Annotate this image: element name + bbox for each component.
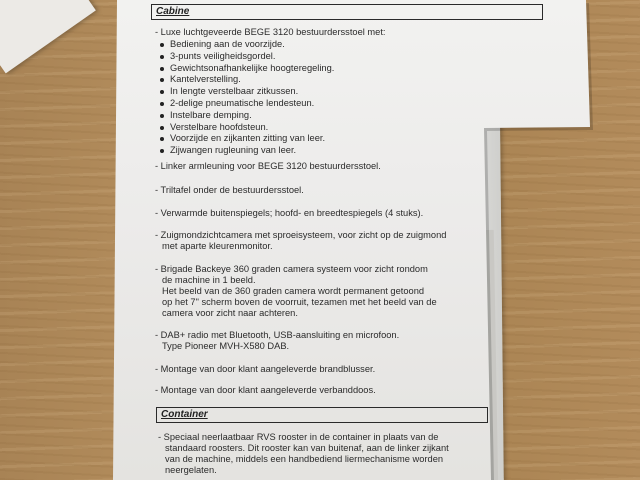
seat-features-list bbox=[160, 39, 334, 157]
paragraph-line: - Speciaal neerlaatbaar RVS rooster in de container in plaats van de bbox=[158, 432, 439, 442]
list-item: Zijwangen rugleuning van leer. bbox=[160, 145, 334, 157]
list-item: Bediening aan de voorzijde. bbox=[160, 39, 334, 51]
camera-paragraph bbox=[155, 230, 446, 252]
paragraph-line: - Brigade Backeye 360 graden camera systeem voor zicht rondom bbox=[155, 264, 428, 274]
paragraph-line: de machine in 1 beeld. bbox=[162, 274, 256, 285]
paragraph-line: - DAB+ radio met Bluetooth, USB-aansluiting en microfoon. bbox=[155, 330, 400, 340]
list-item: Verstelbare hoofdsteun. bbox=[160, 122, 334, 134]
verbanddoos-paragraph: - Montage van door klant aangeleverde verbanddoos. bbox=[155, 385, 376, 395]
paragraph-line: standaard roosters. Dit rooster kan van buitenaf, aan de linker zijkant bbox=[165, 442, 449, 453]
list-item: Gewichtsonafhankelijke hoogteregeling. bbox=[160, 63, 334, 75]
radio-paragraph bbox=[155, 330, 399, 352]
paragraph-line: - Zuigmondzichtcamera met sproeisysteem, voor zicht op de zuigmond bbox=[155, 230, 447, 240]
paragraph-line: camera voor zicht naar achteren. bbox=[162, 307, 298, 318]
list-item: Instelbare demping. bbox=[160, 110, 334, 122]
list-item: Voorzijde en zijkanten zitting van leer. bbox=[160, 133, 334, 145]
paragraph-line: neergelaten. bbox=[165, 464, 217, 475]
paragraph-line: op het 7" scherm boven de voorruit, tezamen met het beeld van de bbox=[162, 296, 437, 307]
paragraph-line: met aparte kleurenmonitor. bbox=[162, 240, 273, 251]
list-item: In lengte verstelbaar zitkussen. bbox=[160, 86, 334, 98]
paragraph-line: Het beeld van de 360 graden camera wordt permanent getoond bbox=[162, 285, 425, 296]
list-item: 3-punts veiligheidsgordel. bbox=[160, 51, 334, 63]
list-item: Kantelverstelling. bbox=[160, 74, 334, 86]
rooster-paragraph bbox=[158, 432, 449, 476]
spiegels-paragraph: - Verwarmde buitenspiegels; hoofd- en breedtespiegels (4 stuks). bbox=[155, 208, 424, 218]
section-header-container: Container bbox=[156, 407, 488, 423]
list-item: 2-delige pneumatische lendesteun. bbox=[160, 98, 334, 110]
paragraph-line: van de machine, middels een handbediend liermechanisme worden bbox=[165, 453, 444, 464]
cabine-intro: - Luxe luchtgeveerde BEGE 3120 bestuurdersstoel met: bbox=[155, 27, 386, 37]
triltafel-paragraph: - Triltafel onder de bestuurdersstoel. bbox=[155, 185, 304, 195]
corner-paper-scrap bbox=[0, 0, 96, 73]
backeye-paragraph bbox=[155, 264, 437, 319]
section-header-cabine: Cabine bbox=[151, 4, 543, 20]
paragraph-line: Type Pioneer MVH-X580 DAB. bbox=[162, 340, 290, 351]
armleuning-paragraph: - Linker armleuning voor BEGE 3120 bestuurdersstoel. bbox=[155, 161, 381, 171]
brandblusser-paragraph: - Montage van door klant aangeleverde brandblusser. bbox=[155, 364, 376, 374]
